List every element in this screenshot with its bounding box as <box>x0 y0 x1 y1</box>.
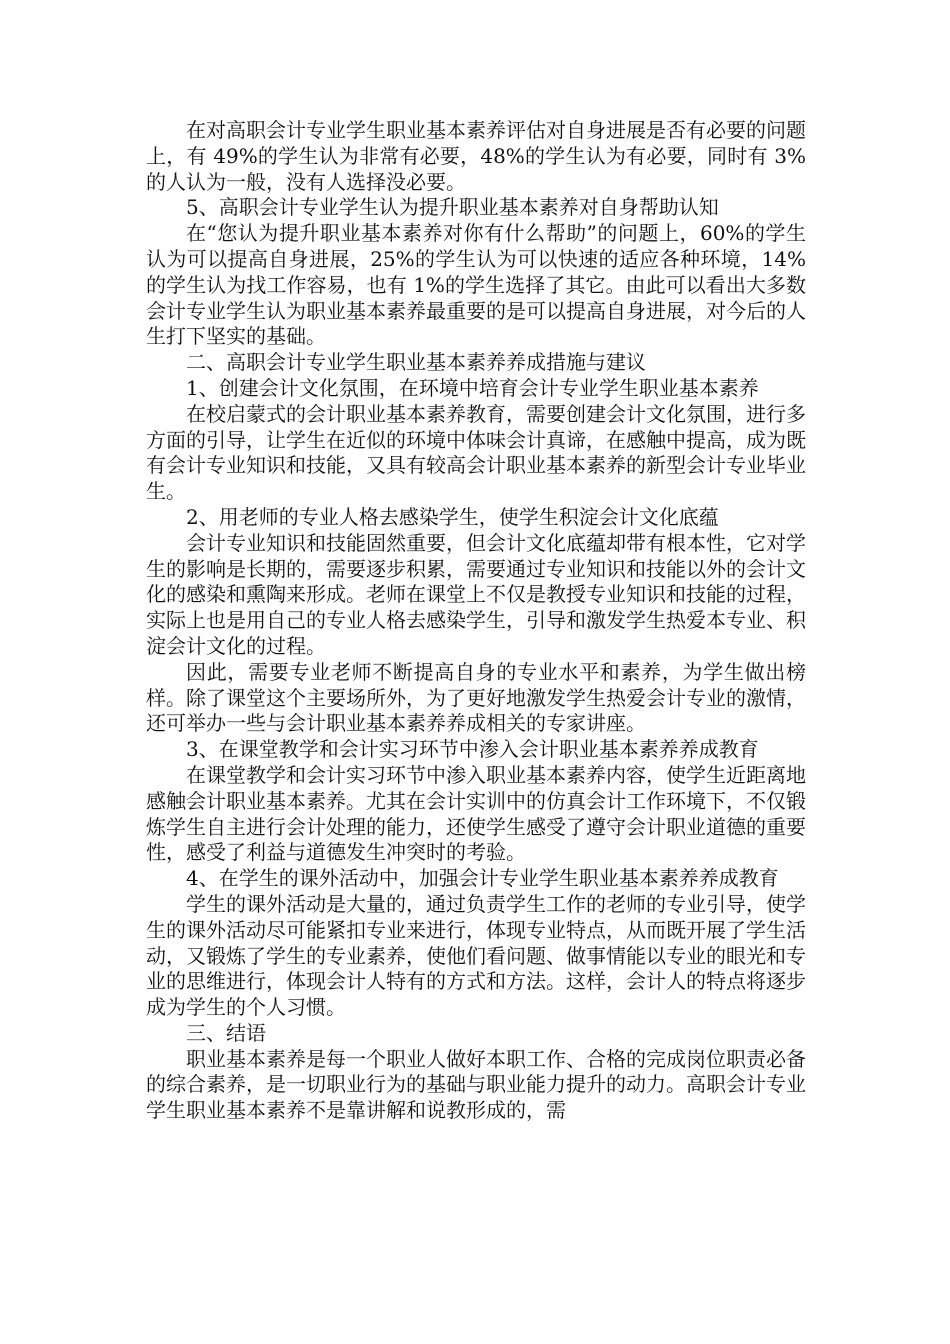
section-heading-2: 二、高职会计专业学生职业基本素养养成措施与建议 <box>186 350 646 375</box>
heading-item-2: 2、用老师的专业人格去感染学生，使学生积淀会计文化底蕴 <box>186 504 719 529</box>
section-heading-3: 三、结语 <box>186 1020 266 1045</box>
document-body <box>146 118 806 1124</box>
paragraph-extracurricular: 学生的课外活动是大量的，通过负责学生工作的老师的专业引导，使学生的课外活动尽可能紧扣专业来进行，体现专业特点，从而既开展了学生活动，又锻炼了学生的专业素养，使他们看问题、做事情能以专业的眼光和专业的思维进行，体现会计人特有的方式和方法。这样，会计人的特点将逐步成为学生的个人习惯。 <box>146 891 806 1020</box>
paragraph-culture-atmosphere: 在校启蒙式的会计职业基本素养教育，需要创建会计文化氛围，进行多方面的引导，让学生在近似的环境中体味会计真谛，在感触中提高，成为既有会计专业知识和技能，又具有较高会计职业基本素养的新型会计专业毕业生。 <box>146 401 806 504</box>
heading-item-3: 3、在课堂教学和会计实习环节中渗入会计职业基本素养养成教育 <box>186 737 759 762</box>
paragraph-conclusion: 职业基本素养是每一个职业人做好本职工作、合格的完成岗位职责必备的综合素养，是一切职业行为的基础与职业能力提升的动力。高职会计专业学生职业基本素养不是靠讲解和说教形成的，需 <box>146 1046 806 1123</box>
heading-item-1: 1、创建会计文化氛围，在环境中培育会计专业学生职业基本素养 <box>186 375 759 400</box>
paragraph-help-survey: 在“您认为提升职业基本素养对你有什么帮助”的问题上，60%的学生认为可以提高自身进展，25%的学生认为可以快速的适应各种环境，14%的学生认为找工作容易，也有 1%的学生选择了其它。由此可以看出大多数会计专业学生认为职业基本素养最重要的是可以提高自身进展，对今后的人生打下坚实的基础。 <box>146 221 806 349</box>
heading-item-4: 4、在学生的课外活动中，加强会计专业学生职业基本素养养成教育 <box>186 866 779 891</box>
paragraph-classroom-practice: 在课堂教学和会计实习环节中渗入职业基本素养内容，使学生近距离地感触会计职业基本素养。尤其在会计实训中的仿真会计工作环境下，不仅锻炼学生自主进行会计处理的能力，还使学生感受了遵守会计职业道德的重要性，感受了利益与道德发生冲突时的考验。 <box>146 762 806 865</box>
paragraph-role-model: 因此，需要专业老师不断提高自身的专业水平和素养，为学生做出榜样。除了课堂这个主要场所外，为了更好地激发学生热爱会计专业的激情，还可举办一些与会计职业基本素养养成相关的专家讲座。 <box>146 659 806 736</box>
heading-item-5: 5、高职会计专业学生认为提升职业基本素养对自身帮助认知 <box>186 195 719 220</box>
paragraph-teacher-influence: 会计专业知识和技能固然重要，但会计文化底蕴却带有根本性，它对学生的影响是长期的，需要逐步积累，需要通过专业知识和技能以外的会计文化的感染和熏陶来形成。老师在课堂上不仅是教授专业知识和技能的过程，实际上也是用自己的专业人格去感染学生，引导和激发学生热爱本专业、积淀会计文化的过程。 <box>146 530 806 658</box>
paragraph-survey-necessity: 在对高职会计专业学生职业基本素养评估对自身进展是否有必要的问题上，有 49%的学生认为非常有必要，48%的学生认为有必要，同时有 3%的人认为一般，没有人选择没必要。 <box>146 118 806 194</box>
